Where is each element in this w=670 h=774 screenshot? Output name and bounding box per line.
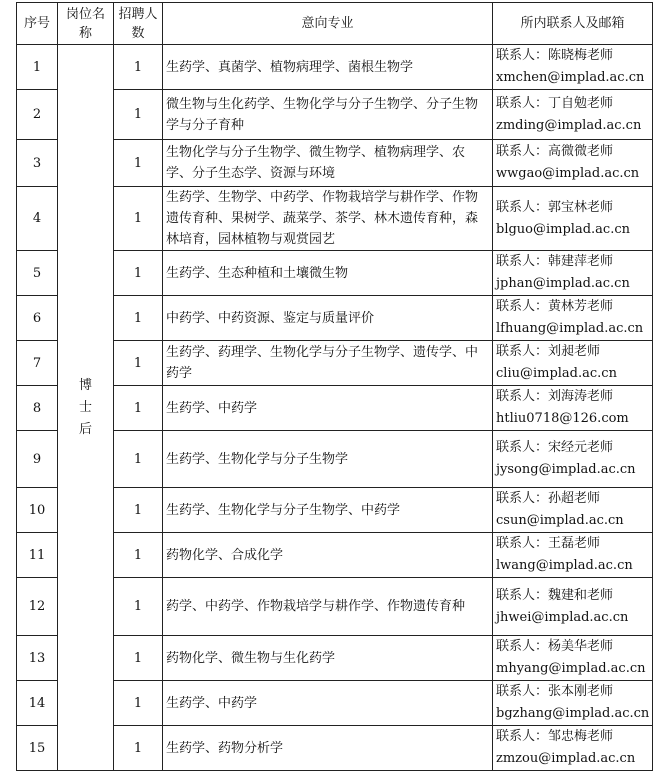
contact-cell [493,140,653,187]
contact-cell [493,431,653,488]
row-number: 4 [17,187,58,251]
contact-name: 联系人：孙超老师 [496,491,601,506]
row-number: 7 [17,341,58,386]
recruit-count: 1 [114,488,163,533]
contact-cell [493,90,653,140]
contact-name: 联系人：张本刚老师 [496,684,614,699]
row-number: 5 [17,251,58,296]
recruit-count: 1 [114,636,163,681]
recruit-count: 1 [114,578,163,636]
recruit-count: 1 [114,533,163,578]
major-cell: 中药学、中药资源、鉴定与质量评价 [163,296,493,341]
row-number: 6 [17,296,58,341]
contact-email[interactable]: zmding@implad.ac.cn [496,117,642,133]
contact-email[interactable]: zmzou@implad.ac.cn [496,751,636,766]
major-cell: 生药学、生物化学与分子生物学 [163,431,493,488]
header-count: 招聘人数 [114,3,163,45]
contact-email[interactable]: jphan@implad.ac.cn [496,276,630,291]
contact-name: 联系人：王磊老师 [496,536,601,551]
header-contact: 所内联系人及邮箱 [493,3,653,45]
recruit-count: 1 [114,251,163,296]
contact-name: 联系人：刘昶老师 [496,344,601,359]
major-cell: 生药学、生物化学与分子生物学、中药学 [163,488,493,533]
recruitment-table [16,2,653,771]
contact-email[interactable]: bgzhang@implad.ac.cn [496,706,650,721]
recruit-count: 1 [114,296,163,341]
row-number: 1 [17,45,58,90]
contact-cell [493,45,653,90]
row-number: 3 [17,140,58,187]
recruit-count: 1 [114,90,163,140]
recruit-count: 1 [114,726,163,771]
major-cell: 生药学、生态种植和土壤微生物 [163,251,493,296]
contact-email[interactable]: lfhuang@implad.ac.cn [496,321,644,336]
major-cell: 微生物与生化药学、生物化学与分子生物学、分子生物学与分子育种 [163,90,493,140]
contact-cell [493,578,653,636]
contact-cell [493,636,653,681]
contact-email[interactable]: xmchen@implad.ac.cn [496,70,645,85]
recruit-count: 1 [114,386,163,431]
contact-cell [493,681,653,726]
contact-name: 联系人：郭宝林老师 [496,199,614,215]
major-cell: 药学、中药学、作物栽培学与耕作学、作物遗传育种 [163,578,493,636]
contact-email[interactable]: htliu0718@126.com [496,411,629,426]
position-cell [58,45,114,771]
contact-name: 联系人：邹忠梅老师 [496,729,614,744]
contact-name: 联系人：宋经元老师 [496,440,614,455]
major-cell: 生药学、药理学、生物化学与分子生物学、遗传学、中药学 [163,341,493,386]
contact-email[interactable]: wwgao@implad.ac.cn [496,166,640,181]
recruit-count: 1 [114,45,163,90]
contact-cell [493,187,653,251]
contact-email[interactable]: jhwei@implad.ac.cn [496,609,629,625]
row-number: 2 [17,90,58,140]
position-name: 博士后 [78,377,92,437]
header-no: 序号 [17,3,58,45]
row-number: 8 [17,386,58,431]
major-cell: 生药学、中药学 [163,386,493,431]
recruit-count: 1 [114,341,163,386]
contact-email[interactable]: blguo@implad.ac.cn [496,221,630,237]
contact-name: 联系人：魏建和老师 [496,587,614,603]
contact-email[interactable]: cliu@implad.ac.cn [496,366,617,381]
recruit-count: 1 [114,431,163,488]
major-cell: 生药学、药物分析学 [163,726,493,771]
major-cell: 生物化学与分子生物学、微生物学、植物病理学、农学、分子生态学、资源与环境 [163,140,493,187]
contact-email[interactable]: csun@implad.ac.cn [496,513,624,528]
row-number: 14 [17,681,58,726]
header-position: 岗位名称 [58,3,114,45]
row-number: 10 [17,488,58,533]
table-body [17,45,653,771]
major-cell: 药物化学、微生物与生化药学 [163,636,493,681]
contact-cell [493,341,653,386]
contact-name: 联系人：刘海涛老师 [496,389,614,404]
contact-cell [493,488,653,533]
major-cell: 生药学、生物学、中药学、作物栽培学与耕作学、作物遗传育种、果树学、蔬菜学、茶学、林木遗传育种，森林培育，园林植物与观赏园艺 [163,187,493,251]
header-major: 意向专业 [163,3,493,45]
row-number: 12 [17,578,58,636]
row-number: 15 [17,726,58,771]
major-cell: 药物化学、合成化学 [163,533,493,578]
contact-email[interactable]: mhyang@implad.ac.cn [496,661,646,676]
row-number: 11 [17,533,58,578]
contact-cell [493,296,653,341]
row-number: 13 [17,636,58,681]
contact-name: 联系人：杨美华老师 [496,639,614,654]
contact-name: 联系人：黄林芳老师 [496,299,614,314]
row-number: 9 [17,431,58,488]
recruit-count: 1 [114,681,163,726]
contact-cell [493,386,653,431]
major-cell: 生药学、中药学 [163,681,493,726]
contact-cell [493,533,653,578]
contact-name: 联系人：丁自勉老师 [496,95,614,111]
contact-cell [493,251,653,296]
contact-name: 联系人：韩建萍老师 [496,254,614,269]
header-row [17,3,653,45]
table-row [17,45,653,90]
contact-name: 联系人：陈晓梅老师 [496,48,614,63]
contact-email[interactable]: jysong@implad.ac.cn [496,462,636,477]
recruit-count: 1 [114,187,163,251]
contact-email[interactable]: lwang@implad.ac.cn [496,558,633,573]
recruit-count: 1 [114,140,163,187]
contact-name: 联系人：高微微老师 [496,144,614,159]
contact-cell [493,726,653,771]
major-cell: 生药学、真菌学、植物病理学、菌根生物学 [163,45,493,90]
